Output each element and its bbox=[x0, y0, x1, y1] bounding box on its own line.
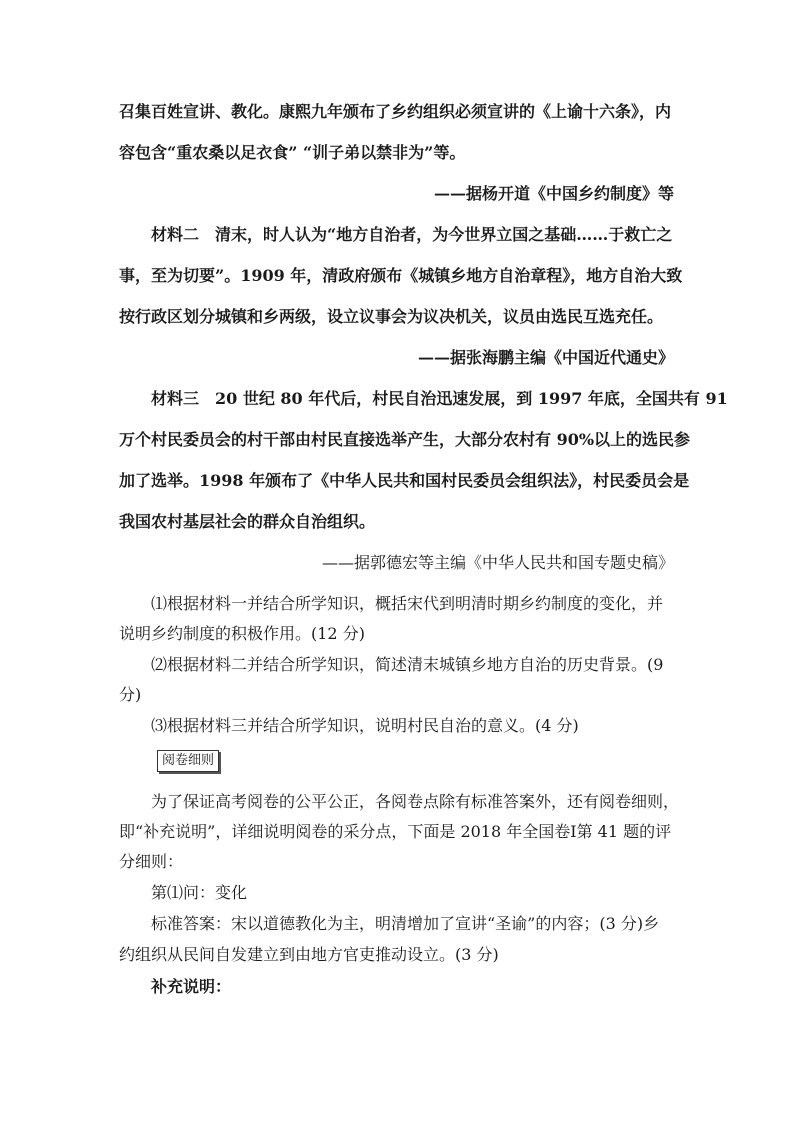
question-3: ⑶根据材料三并结合所学知识，说明村民自治的意义。(4 分) bbox=[151, 716, 579, 735]
subquestion-heading: 第⑴问：变化 bbox=[151, 883, 248, 902]
grading-rules-label: 阅卷细则 bbox=[157, 750, 219, 772]
text-line: 事，至为切要”。1909 年，清政府颁布《城镇乡地方自治章程》，地方自治大致 bbox=[119, 266, 683, 285]
material-two-heading: 材料二 清末，时人认为“地方自治者，为今世界立国之基础……于救亡之 bbox=[151, 225, 673, 244]
text-line: 按行政区划分城镇和乡两级，设立议事会为议决机关，议员由选民互选充任。 bbox=[119, 307, 664, 326]
text-line: 加了选举。1998 年颁布了《中华人民共和国村民委员会组织法》，村民委员会是 bbox=[119, 471, 690, 490]
citation: ——据郭德宏等主编《中华人民共和国专题史稿》 bbox=[321, 553, 674, 572]
text-line: 我国农村基层社会的群众自治组织。 bbox=[119, 512, 376, 531]
text-line: 为了保证高考阅卷的公平公正，各阅卷点除有标准答案外，还有阅卷细则， bbox=[151, 792, 680, 811]
text-line: 召集百姓宣讲、教化。康熙九年颁布了乡约组织必须宣讲的《上谕十六条》，内 bbox=[119, 102, 672, 121]
text-line: 万个村民委员会的村干部由村民直接选举产生，大部分农村有 90%以上的选民参 bbox=[119, 430, 691, 449]
text-line: 分细则： bbox=[119, 852, 184, 871]
supplementary-note-heading: 补充说明： bbox=[151, 977, 232, 996]
question-2: ⑵根据材料二并结合所学知识，简述清末城镇乡地方自治的历史背景。(9 bbox=[151, 655, 664, 674]
text-line: 分) bbox=[119, 685, 142, 704]
citation: ——据张海鹏主编《中国近代通史》 bbox=[417, 348, 674, 367]
standard-answer: 标准答案：宋以道德教化为主，明清增加了宣讲“圣谕”的内容；(3 分)乡 bbox=[151, 914, 660, 933]
citation: ——据杨开道《中国乡约制度》等 bbox=[433, 184, 674, 203]
text-line: 说明乡约制度的积极作用。(12 分) bbox=[119, 624, 365, 643]
text-line: 即“补充说明”，详细说明阅卷的采分点，下面是 2018 年全国卷Ⅰ第 41 题的评 bbox=[119, 822, 672, 841]
text-line: 容包含“重农桑以足衣食” “训子弟以禁非为”等。 bbox=[119, 143, 466, 162]
question-1: ⑴根据材料一并结合所学知识，概括宋代到明清时期乡约制度的变化，并 bbox=[151, 594, 664, 613]
material-three-heading: 材料三 20 世纪 80 年代后，村民自治迅速发展，到 1997 年底，全国共有 91 bbox=[151, 389, 728, 408]
text-line: 约组织从民间自发建立到由地方官吏推动设立。(3 分) bbox=[119, 945, 499, 964]
